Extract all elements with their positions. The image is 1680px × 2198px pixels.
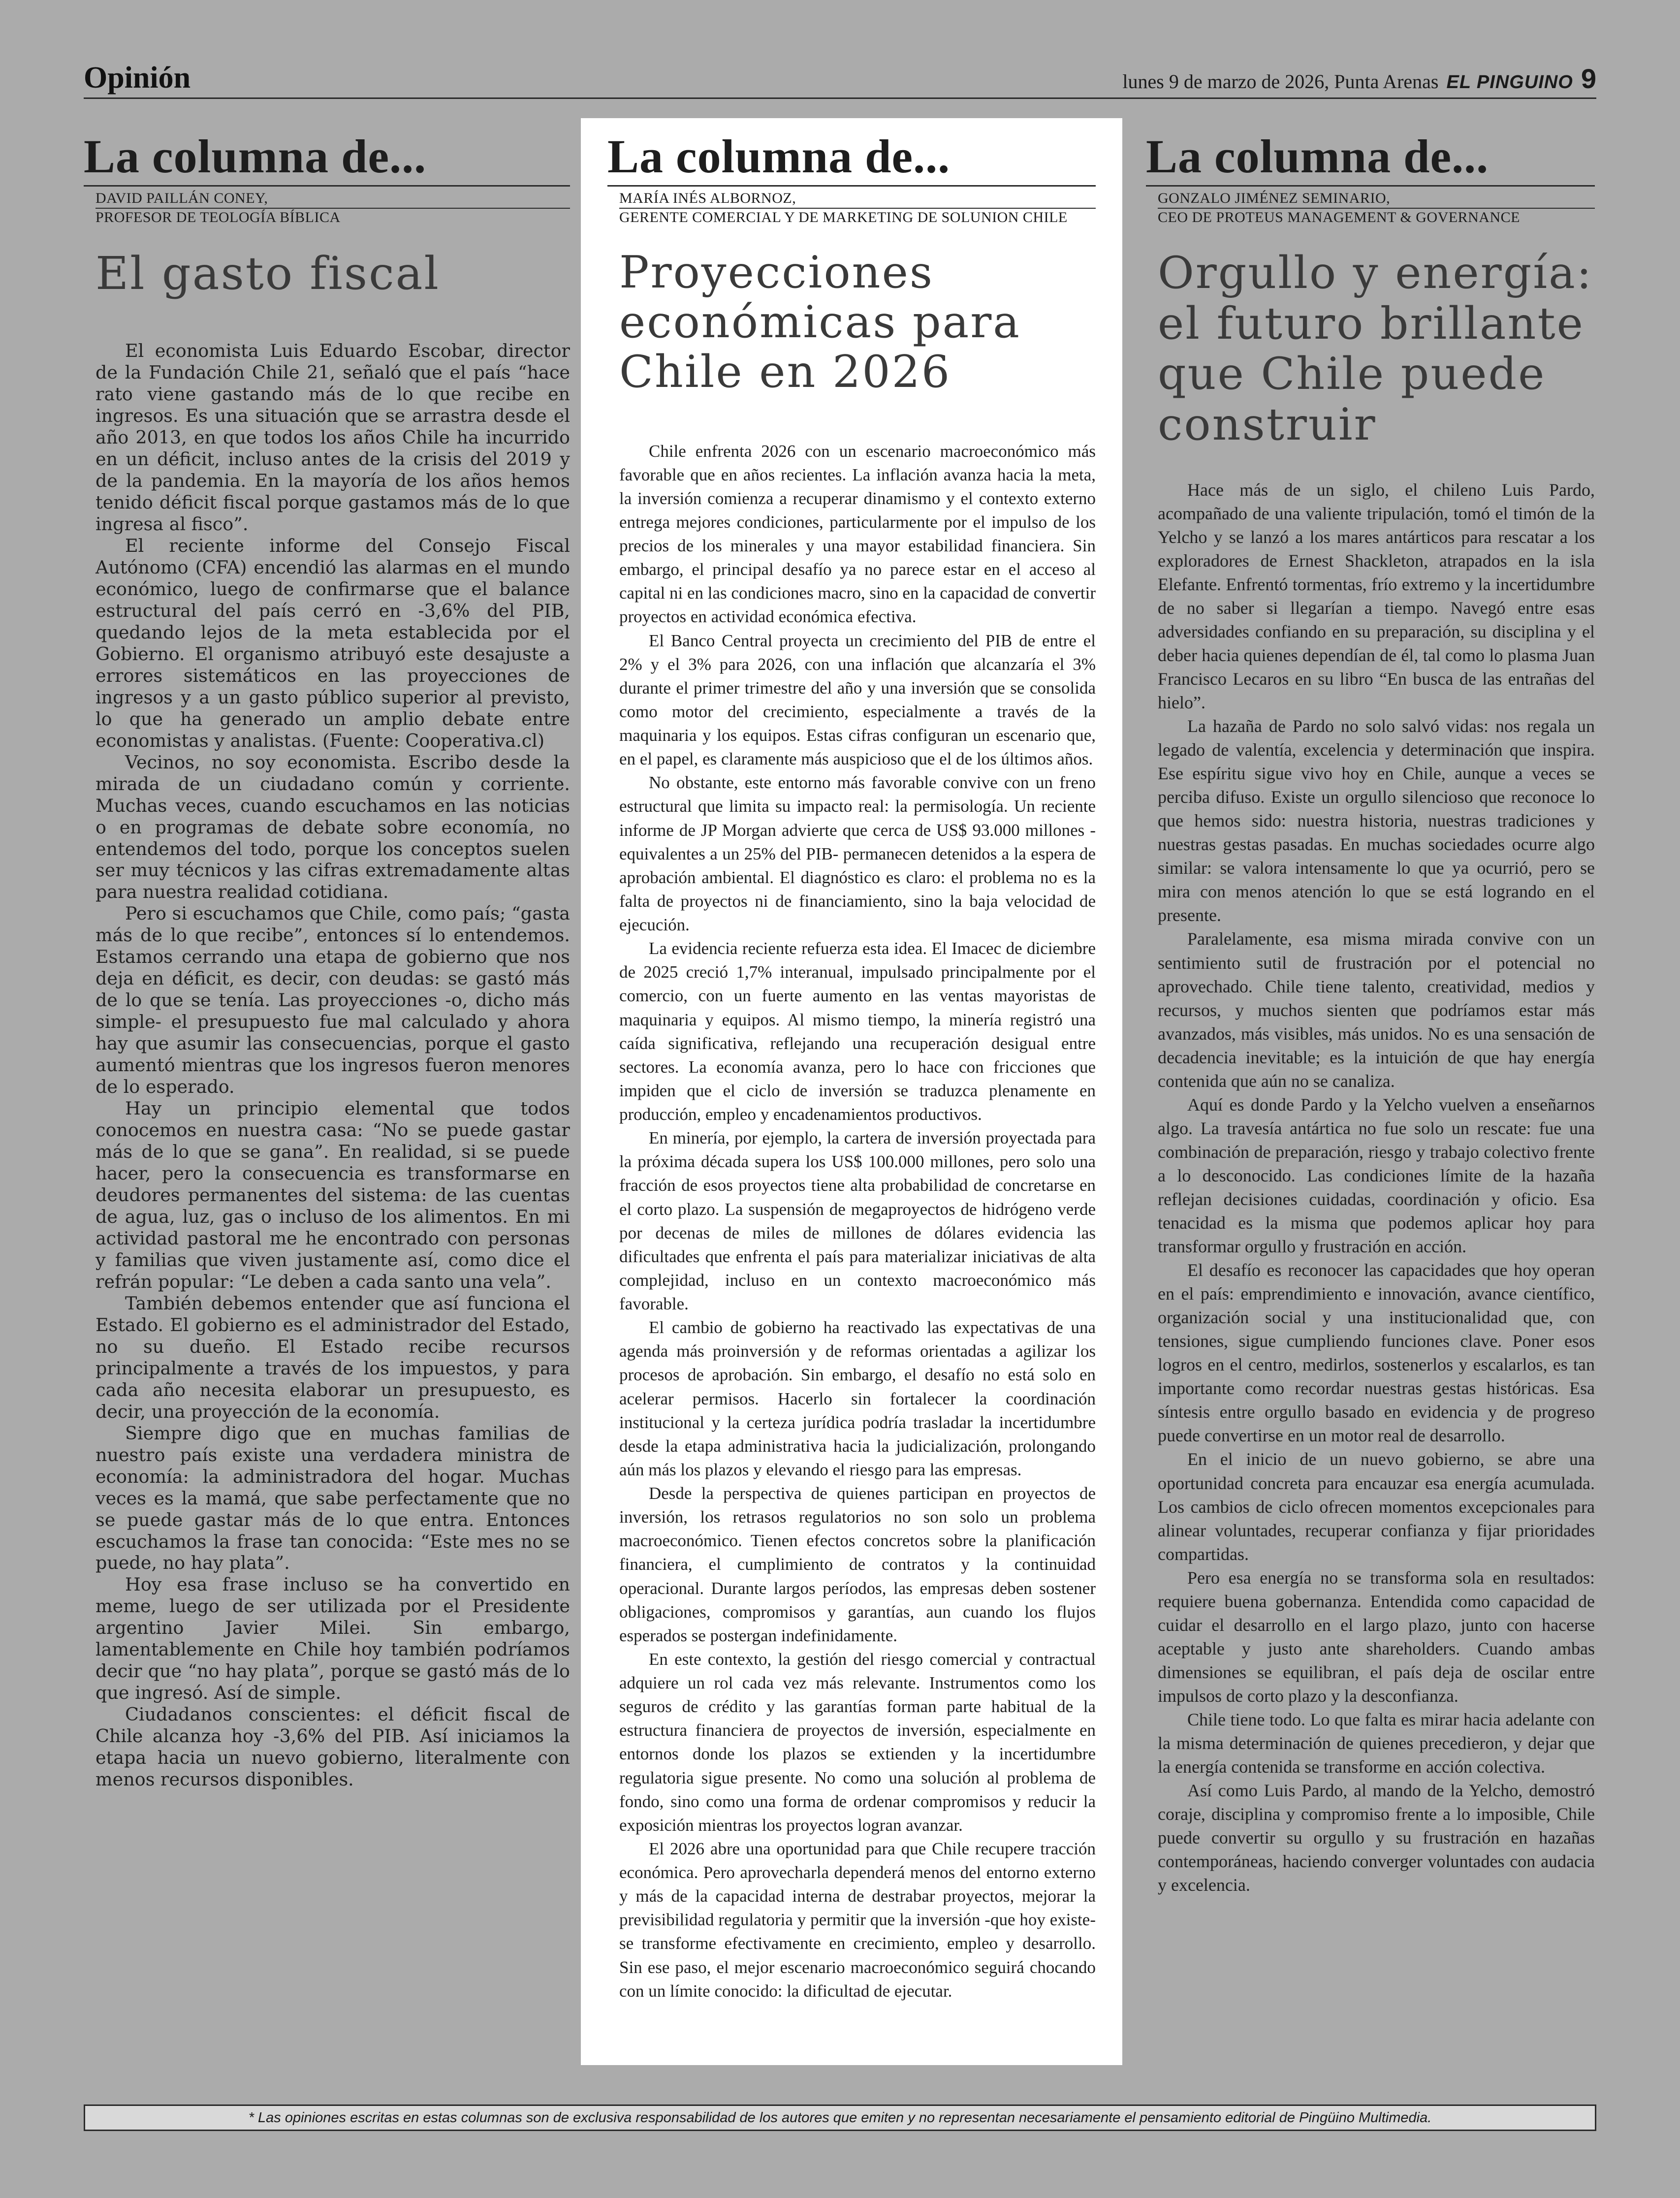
- paragraph: Hace más de un siglo, el chileno Luis Pardo, acompañado de una valiente tripulación, tomó el timón de la Yelcho y se lanzó a los mares antárticos para rescatar a los exploradores de Ernest Shackleton, atrapados en la isla Elefante. Enfrentó tormentas, frío extremo y la incertidumbre de no saber si llegarían a tiempo. Navegó entre esas adversidades confiando en su preparación, su disciplina y el deber hacia quienes dependían de él, tal como lo plasma Juan Francisco Lecaros en su libro “En busca de las entrañas del hielo”.: [1158, 479, 1595, 712]
- date-line: lunes 9 de marzo de 2026, Punta Arenas: [1122, 70, 1439, 93]
- paragraph: No obstante, este entorno más favorable convive con un freno estructural que limita su impacto real: la permisología. Un reciente informe de JP Morgan advierte que cerca de US$ 93.000 millones -equivalentes a un 25% del PIB- permanecen detenidos a la espera de aprobación ambiental. El diagnóstico es claro: el problema no es la falta de proyectos ni de financiamiento, sino la baja velocidad de ejecución.: [619, 773, 1096, 935]
- author-role: GERENTE COMERCIAL Y DE MARKETING DE SOLUNION CHILE: [619, 209, 1068, 225]
- article-headline: El gasto fiscal: [95, 247, 440, 300]
- paragraph: Chile tiene todo. Lo que falta es mirar hacia adelante con la misma determinación de quienes precedieron, y dejar que la energía contenida se transforme en acción colectiva.: [1158, 1710, 1595, 1777]
- article-headline: Proyecciones económicas para Chile en 2026: [619, 247, 1021, 398]
- editorial-disclaimer: * Las opiniones escritas en estas columnas son de exclusiva responsabilidad de los autores que emiten y no representan necesariamente el pensamiento editorial de Pingüino Multimedia.: [84, 2104, 1596, 2131]
- paragraph: El Banco Central proyecta un crecimiento del PIB de entre el 2% y el 3% para 2026, con una inflación que alcanzaría el 3% durante el primer trimestre del año y una inversión que se consolida como motor del crecimiento, especialmente a través de la maquinaria y los equipos. Estas cifras configuran un escenario que, en el papel, es claramente más auspicioso que el de los últimos años.: [619, 631, 1096, 769]
- author-block: [84, 185, 570, 226]
- paragraph: Chile enfrenta 2026 con un escenario macroeconómico más favorable que en años recientes. La inflación avanza hacia la meta, la inversión comienza a recuperar dinamismo y el contexto externo entrega mejores condiciones, particularmente por el impulso de los precios de los minerales y una mayor estabilidad financiera. Sin embargo, el principal desafío ya no parece estar en el acceso al capital ni en las condiciones macro, sino en la capacidad de convertir proyectos en actividad económica efectiva.: [619, 441, 1096, 627]
- paragraph: Hoy esa frase incluso se ha convertido en meme, luego de ser utilizada por el Presidente argentino Javier Milei. Sin embargo, lamentablemente en Chile hoy también podríamos decir que “no hay plata”, porque se gastó más de lo que ingresó. Así de simple.: [95, 1574, 570, 1704]
- author-block: [607, 185, 1096, 226]
- paragraph: La hazaña de Pardo no solo salvó vidas: nos regala un legado de valentía, excelencia y determinación que inspira. Ese espíritu sigue vivo hoy en Chile, aunque a veces se perciba difuso. Existe un orgullo silencioso que reconoce lo que hemos sido: nuestra historia, nuestras tradiciones y nuestras gestas pasadas. En muchas sociedades ocurre algo similar: se valora intensamente lo que ya ocurrió, pero se mira con menos atención lo que se está logrando en el presente.: [1158, 716, 1595, 925]
- opinion-column-2: [581, 118, 1122, 2065]
- paragraph: La evidencia reciente refuerza esta idea. El Imacec de diciembre de 2025 creció 1,7% interanual, impulsado principalmente por el comercio, con un fuerte aumento en las ventas mayoristas de maquinaria y equipos. Al mismo tiempo, la minería registró una caída significativa, reflejando una recuperación desigual entre sectores. La economía avanza, pero lo hace con fricciones que impiden que el ciclo de inversión se traduzca plenamente en producción, empleo y encadenamientos productivos.: [619, 939, 1096, 1124]
- newspaper-logo: EL PINGUINO: [1446, 72, 1573, 93]
- page-header: [84, 59, 1596, 99]
- article-headline: Orgullo y energía: el futuro brillante que Chile puede construir: [1158, 247, 1593, 450]
- paragraph: Pero esa energía no se transforma sola en resultados: requiere buena gobernanza. Entendida como capacidad de cuidar el desarrollo en el largo plazo, junto con hacerse aceptable y justo ante shareholders. Cuando ambas dimensiones se equilibran, el país deja de oscilar entre impulsos de corto plazo y la desconfianza.: [1158, 1567, 1595, 1706]
- paragraph: El cambio de gobierno ha reactivado las expectativas de una agenda más proinversión y de reformas orientadas a agilizar los procesos de aprobación. Sin embargo, el desafío no está solo en acelerar permisos. Hacerlo sin fortalecer la coordinación institucional y la certeza jurídica podría trasladar la incertidumbre desde la etapa administrativa hacia la judicialización, prolongando aún más los plazos y elevando el riesgo para las empresas.: [619, 1318, 1096, 1479]
- page-number: 9: [1581, 63, 1596, 94]
- paragraph: Desde la perspectiva de quienes participan en proyectos de inversión, los retrasos regulatorios no son solo un problema macroeconómico. Tienen efectos concretos sobre la planificación financiera, el cumplimiento de contratos y la continuidad operacional. Durante largos períodos, las empresas deben sostener obligaciones, compromisos y garantías, aun cuando los flujos esperados se postergan indefinidamente.: [619, 1484, 1096, 1645]
- paragraph: El reciente informe del Consejo Fiscal Autónomo (CFA) encendió las alarmas en el mundo económico, luego de confirmarse que el balance estructural del país cerró en -3,6% del PIB, quedando lejos de la meta establecida por el Gobierno. El organismo atribuyó este desajuste a errores sistemáticos en las proyecciones de ingresos y a un gasto público superior al previsto, lo que ha generado un amplio debate entre economistas y analistas. (Fuente: Cooperativa.cl): [95, 535, 570, 751]
- paragraph: Paralelamente, esa misma mirada convive con un sentimiento sutil de frustración por el potencial no aprovechado. Chile tiene talento, creatividad, medios y recursos, y muchos sienten que podríamos estar más avanzados, más visibles, más unidos. No es una sensación de decadencia inevitable; es la intuición de que hay energía contenida que aún no se canaliza.: [1158, 929, 1595, 1091]
- author-name: MARÍA INÉS ALBORNOZ,: [619, 190, 1096, 209]
- paragraph: En minería, por ejemplo, la cartera de inversión proyectada para la próxima década supera los US$ 100.000 millones, pero solo una fracción de esos proyectos tiene alta probabilidad de concretarse en el corto plazo. La suspensión de megaproyectos de hidrógeno verde por decenas de miles de millones de dólares evidencia las dificultades que enfrenta el país para materializar iniciativas de alta complejidad, incluso en un contexto macroeconómico más favorable.: [619, 1128, 1096, 1314]
- paragraph: Aquí es donde Pardo y la Yelcho vuelven a enseñarnos algo. La travesía antártica no fue solo un rescate: fue una combinación de preparación, riesgo y trabajo colectivo frente a lo desconocido. Las condiciones límite de la hazaña reflejan decisiones cuidadas, coordinación y oficio. Esa tenacidad es la misma que podemos aplicar hoy para transformar orgullo y frustración en acción.: [1158, 1094, 1595, 1257]
- paragraph: También debemos entender que así funciona el Estado. El gobierno es el administrador del Estado, no su dueño. El Estado recibe recursos principalmente a través de los impuestos, y para cada año necesita elaborar un presupuesto, es decir, una proyección de la economía.: [95, 1292, 570, 1422]
- article-body: [619, 440, 1096, 2003]
- paragraph: Siempre digo que en muchas familias de nuestro país existe una verdadera ministra de economía: la administradora del hogar. Muchas veces es la mamá, que sabe perfectamente que no se puede gastar más de lo que entra. Entonces escuchamos la frase tan conocida: “Este mes no se puede, no hay plata”.: [95, 1422, 570, 1574]
- author-name: DAVID PAILLÁN CONEY,: [95, 190, 570, 209]
- paragraph: En este contexto, la gestión del riesgo comercial y contractual adquiere un rol cada vez más relevante. Instrumentos como los seguros de crédito y las garantías forman parte habitual de la estructura financiera de proyectos de inversión, especialmente en entornos donde los plazos se extienden y la incertidumbre regulatoria sigue presente. No como una solución al problema de fondo, sino como una forma de ordenar compromisos y reducir la exposición mientras los proyectos logran avanzar.: [619, 1649, 1096, 1835]
- section-title: Opinión: [84, 61, 191, 95]
- author-role: PROFESOR DE TEOLOGÍA BÍBLICA: [95, 209, 341, 225]
- paragraph: Pero si escuchamos que Chile, como país; “gasta más de lo que recibe”, entonces sí lo entendemos. Estamos cerrando una etapa de gobierno que nos deja en déficit, es decir, con deudas: se gastó más de lo que se tenía. Las proyecciones -o, dicho más simple- el presupuesto fue mal calculado y ahora hay que asumir las consecuencias, porque el gasto aumentó mientras que los ingresos fueron menores de lo esperado.: [95, 903, 570, 1098]
- paragraph: Hay un principio elemental que todos conocemos en nuestra casa: “No se puede gastar más de lo que se gana”. En realidad, si se puede hacer, pero la consecuencia es transformarse en deudores permanentes del sistema: de las cuentas de agua, luz, gas o incluso de los alimentos. En mi actividad pastoral me he encontrado con personas y familias que viven justamente así, como dice el refrán popular: “Le deben a cada santo una vela”.: [95, 1098, 570, 1292]
- column-kicker: La columna de...: [607, 130, 951, 183]
- column-kicker: La columna de...: [1146, 130, 1489, 183]
- column-kicker: La columna de...: [84, 130, 427, 183]
- paragraph: Vecinos, no soy economista. Escribo desde la mirada de un ciudadano común y corriente. Muchas veces, cuando escuchamos en las noticias o en programas de debate sobre economía, no entendemos del todo, porque los conceptos suelen ser muy técnicos y las cifras extremadamente altas para nuestra realidad cotidiana.: [95, 751, 570, 903]
- article-body: [95, 340, 570, 1790]
- paragraph: Así como Luis Pardo, al mando de la Yelcho, demostró coraje, disciplina y compromiso frente a lo imposible, Chile puede convertir su orgullo y su frustración en hazañas contemporáneas, haciendo converger voluntades con audacia y excelencia.: [1158, 1781, 1595, 1895]
- header-meta: [1122, 63, 1596, 95]
- paragraph: El 2026 abre una oportunidad para que Chile recupere tracción económica. Pero aprovecharla dependerá menos del entorno externo y más de la capacidad interna de destrabar proyectos, mejorar la previsibilidad regulatoria y permitir que la inversión -que hoy existe- se transforme efectivamente en crecimiento, empleo y desarrollo. Sin ese paso, el mejor escenario macroeconómico seguirá chocando con un límite conocido: la dificultad de ejecutar.: [619, 1839, 1096, 2001]
- author-name: GONZALO JIMÉNEZ SEMINARIO,: [1158, 190, 1595, 209]
- paragraph: El economista Luis Eduardo Escobar, director de la Fundación Chile 21, señaló que el país “hace rato viene gastando más de lo que recibe en ingresos. Es una situación que se arrastra desde el año 2013, en que todos los años Chile ha incurrido en un déficit, incluso antes de la crisis del 2019 y de la pandemia. En la mayoría de los años hemos tenido déficit fiscal porque gastamos más de lo que ingresa al fisco”.: [95, 340, 570, 535]
- author-role: CEO DE PROTEUS MANAGEMENT & GOVERNANCE: [1158, 209, 1520, 225]
- paragraph: En el inicio de un nuevo gobierno, se abre una oportunidad concreta para encauzar esa energía acumulada. Los cambios de ciclo ofrecen momentos excepcionales para alinear voluntades, recuperar confianza y fijar prioridades compartidas.: [1158, 1449, 1595, 1564]
- paragraph: Ciudadanos conscientes: el déficit fiscal de Chile alcanza hoy -3,6% del PIB. Así iniciamos la etapa hacia un nuevo gobierno, literalmente con menos recursos disponibles.: [95, 1704, 570, 1790]
- paragraph: El desafío es reconocer las capacidades que hoy operan en el país: emprendimiento e innovación, avance científico, organización social y una institucionalidad que, con tensiones, sigue cumpliendo funciones clave. Poner esos logros en el centro, medirlos, sostenerlos y escalarlos, es tan importante como recordar nuestras gestas históricas. Esa síntesis entre orgullo basado en evidencia y de progreso puede convertirse en un motor real de desarrollo.: [1158, 1260, 1595, 1446]
- author-block: [1146, 185, 1595, 226]
- opinion-column-3: [1137, 118, 1595, 2065]
- opinion-column-1: [84, 118, 570, 2065]
- article-body: [1158, 478, 1595, 1897]
